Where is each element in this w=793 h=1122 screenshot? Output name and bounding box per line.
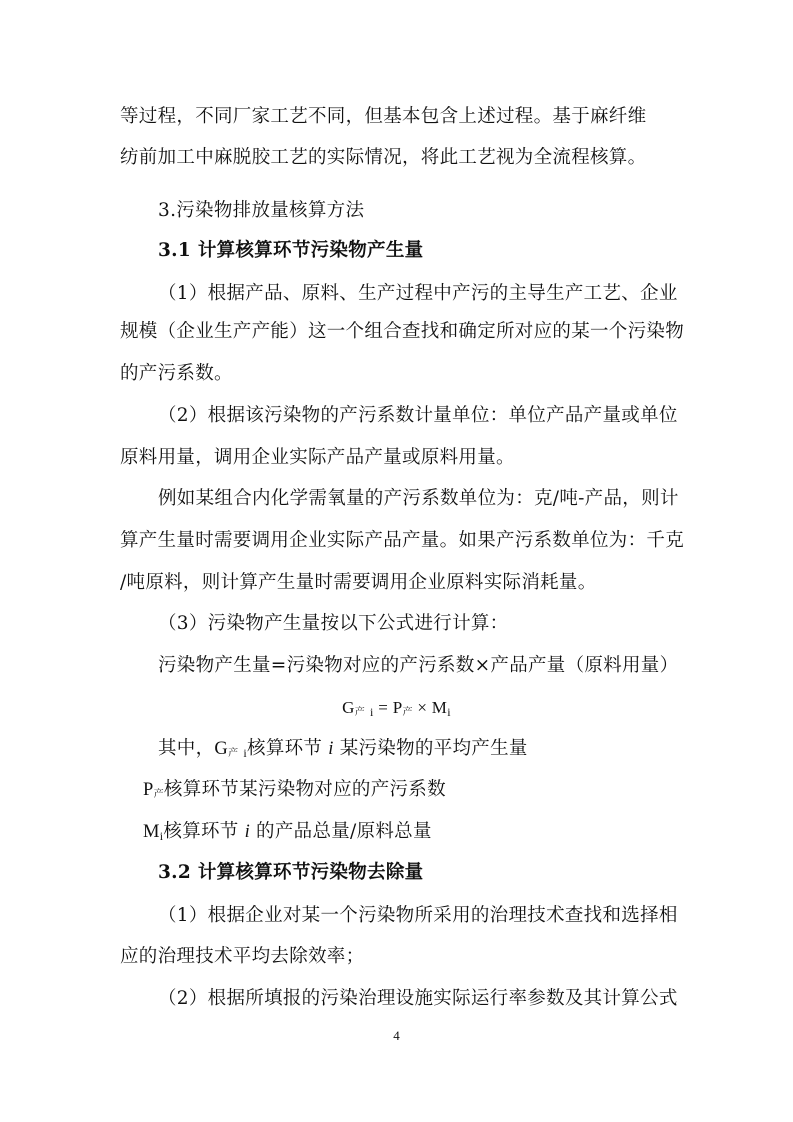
paragraph-line: 应的治理技术平均去除效率； — [120, 946, 365, 967]
section-heading: 3.污染物排放量核算方法 — [158, 200, 365, 221]
formula-times: × — [417, 698, 428, 717]
paragraph-line: 的产污系数。 — [120, 363, 233, 384]
definition-m-desc-b: 的产品总量/原料总量 — [256, 821, 432, 842]
paragraph-line: 规模（企业生产产能）这一个组合查找和确定所对应的某一个污染物 — [120, 321, 685, 342]
definition-m-i: i — [244, 822, 251, 842]
definition-m — [143, 820, 432, 848]
definition-g-i: i — [328, 739, 334, 759]
definition-g-desc-a: 核算环节 — [247, 738, 323, 759]
formula-text-line: 污染物产生量=污染物对应的产污系数×产品产量（原料用量） — [158, 655, 679, 676]
paragraph-line: （2）根据该污染物的产污系数计量单位：单位产品产量或单位 — [158, 405, 678, 426]
definition-g-sub: 产 — [228, 748, 239, 759]
paragraph-line: 纺前加工中麻脱胶工艺的实际情况，将此工艺视为全流程核算。 — [120, 147, 647, 168]
formula-m-sub: i — [447, 705, 451, 719]
formula-m: M — [431, 698, 448, 717]
formula — [0, 696, 793, 725]
formula-p-sub: 产 — [402, 707, 413, 718]
paragraph-line: 原料用量，调用企业实际产品产量或原料用量。 — [120, 447, 515, 468]
definition-g-i-sub: i — [243, 746, 248, 760]
paragraph-line: （1）根据产品、原料、生产过程中产污的主导生产工艺、企业 — [158, 283, 678, 304]
definition-m-sub: i — [159, 829, 164, 843]
definition-g-desc-b: 某污染物的平均产生量 — [339, 738, 528, 759]
definition-m-symbol: M — [143, 822, 160, 842]
definition-p-symbol: P — [143, 780, 154, 800]
paragraph-line: 例如某组合内化学需氧量的产污系数单位为：克/吨-产品，则计 — [158, 488, 679, 509]
subsection-heading: 3.1 计算核算环节污染物产生量 — [158, 240, 424, 261]
definition-g-symbol: G — [214, 739, 229, 759]
paragraph-line: /吨原料，则计算产生量时需要调用企业原料实际消耗量。 — [120, 572, 597, 593]
definition-g — [158, 737, 528, 766]
formula-equals: = — [378, 698, 389, 717]
paragraph-line: （2）根据所填报的污染治理设施实际运行率参数及其计算公式 — [158, 988, 678, 1009]
definition-p-sub: 产 — [153, 789, 164, 800]
formula-g-sub: 产 — [354, 707, 366, 718]
paragraph-line: （1）根据企业对某一个污染物所采用的治理技术查找和选择相 — [158, 905, 678, 926]
page-number: 4 — [393, 1028, 400, 1043]
formula-p: P — [392, 698, 403, 717]
definition-m-desc-a: 核算环节 — [163, 821, 239, 842]
formula-g: G — [342, 698, 355, 717]
paragraph-line: （3）污染物产生量按以下公式进行计算： — [158, 613, 509, 634]
definition-p — [143, 778, 446, 807]
paragraph-line: 算产生量时需要调用企业实际产品产量。如果产污系数单位为：千克 — [120, 530, 685, 551]
definition-prefix: 其中， — [158, 738, 215, 759]
definition-p-desc: 核算环节某污染物对应的产污系数 — [163, 779, 446, 800]
paragraph-line: 等过程，不同厂家工艺不同，但基本包含上述过程。基于麻纤维 — [120, 106, 647, 127]
formula-g-i: i — [370, 705, 374, 719]
subsection-heading: 3.2 计算核算环节污染物去除量 — [158, 862, 424, 883]
